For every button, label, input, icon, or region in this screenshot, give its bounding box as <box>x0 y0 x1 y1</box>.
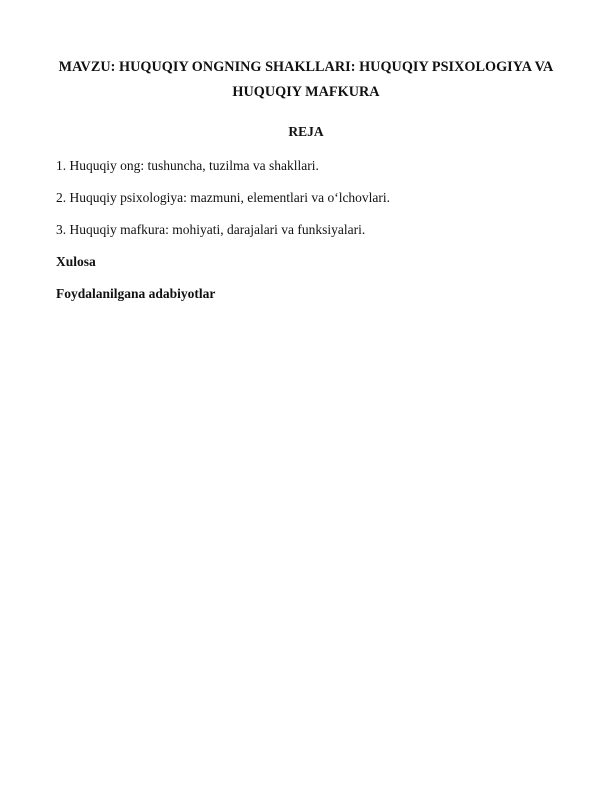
plan-list <box>56 157 390 317</box>
plan-heading: REJA <box>288 124 324 139</box>
plan-item-2: 2. Huquqiy psixologiya: mazmuni, elementlari va oʻlchovlari. <box>56 190 391 205</box>
document-title: MAVZU: HUQUQIY ONGNING SHAKLLARI: HUQUQIY PSIXOLOGIYA VA HUQUQIY MAFKURA <box>58 59 554 100</box>
plan-item-1: 1. Huquqiy ong: tushuncha, tuzilma va shakllari. <box>56 158 319 173</box>
plan-item-references: Foydalanilgana adabiyotlar <box>56 286 216 301</box>
plan-item-conclusion: Xulosa <box>56 254 96 269</box>
plan-item-3: 3. Huquqiy mafkura: mohiyati, darajalari va funksiyalari. <box>56 222 366 237</box>
